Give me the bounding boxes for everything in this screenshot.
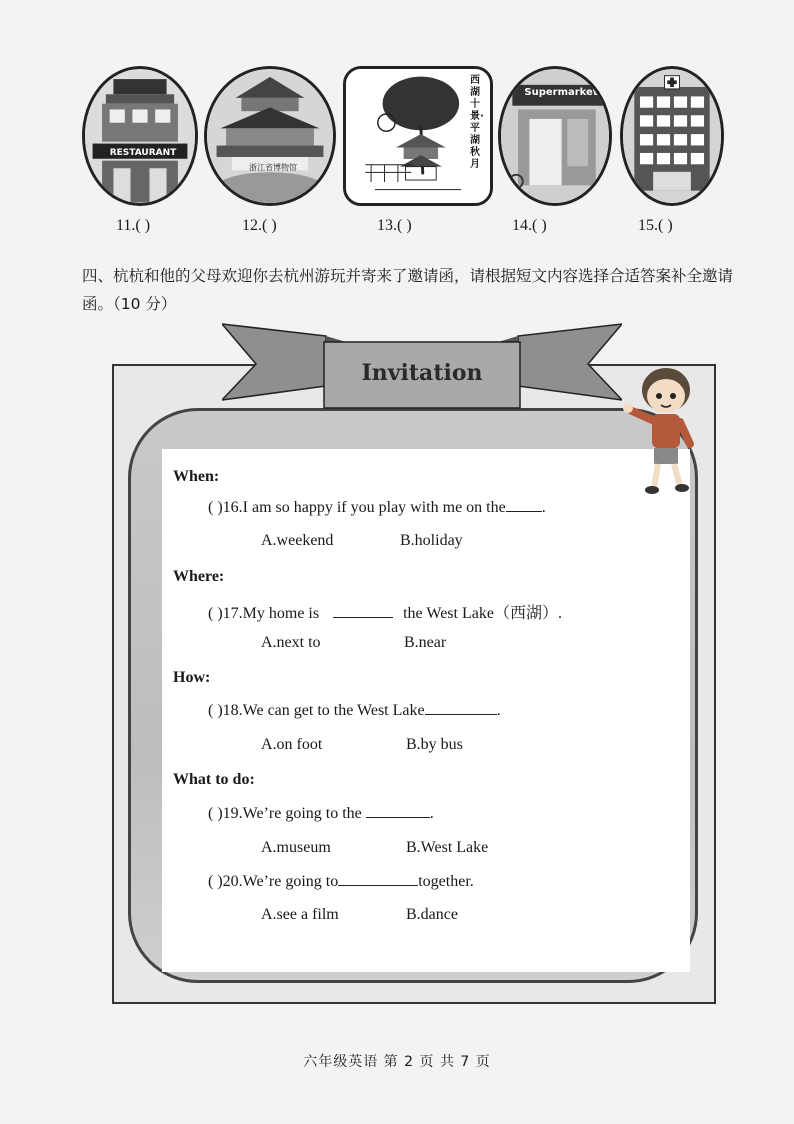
question-16-text: 16.I am so happy if you play with me on the [222,499,506,516]
option-16-a: A.weekend [261,532,334,549]
question-20-text: 20.We’re going to [222,873,339,890]
answer-blank-18[interactable] [425,714,497,715]
west-lake-caption: 西湖十景·平湖秋月 [470,75,484,170]
restaurant-sign: RESTAURANT [109,148,177,158]
question-19-end: . [429,805,434,822]
picture-label-12: 12.( ) [242,217,277,234]
picture-label-15: 15.( ) [638,217,673,234]
question-17-end: the West Lake（西湖）. [403,605,562,622]
option-18-b: B.by bus [406,736,463,753]
question-18-text: 18.We can get to the West Lake [222,702,425,719]
picture-museum [204,66,336,206]
option-17-a: A.next to [261,634,321,651]
question-17 [208,600,562,623]
question-18 [208,702,501,720]
invitation-title: Invitation [361,360,483,386]
museum-sign: 浙江省博物馆 [249,163,297,172]
picture-hospital [620,66,724,206]
question-19-text: 19.We’re going to the [222,805,362,822]
heading-how: How: [173,669,211,686]
answer-paren-19[interactable]: ( ) [208,805,223,822]
heading-when: When: [173,468,220,485]
question-19 [208,805,434,823]
heading-what-to-do: What to do: [173,771,255,788]
picture-label-14: 14.( ) [512,217,547,234]
option-17-b: B.near [404,634,447,651]
question-16 [208,499,546,517]
supermarket-sign: Supermarket [524,87,598,98]
cartoon-boy-icon [616,360,708,500]
question-16-end: . [541,499,546,516]
answer-paren-20[interactable]: ( ) [208,873,223,890]
answer-blank-20[interactable] [338,885,418,886]
answer-blank-17[interactable] [333,617,393,618]
option-16-b: B.holiday [400,532,463,549]
question-18-end: . [496,702,501,719]
picture-label-11: 11.( ) [116,217,151,234]
option-19-b: B.West Lake [406,839,489,856]
picture-supermarket [498,66,612,206]
option-20-b: B.dance [406,906,458,923]
question-17-text: 17.My home is [222,605,320,622]
question-20 [208,873,474,891]
picture-label-13: 13.( ) [377,217,412,234]
answer-blank-19[interactable] [366,817,430,818]
answer-paren-18[interactable]: ( ) [208,702,223,719]
page-footer: 六年级英语 第 2 页 共 7 页 [303,1054,491,1070]
option-20-a: A.see a film [261,906,339,923]
picture-west-lake [343,66,493,206]
option-19-a: A.museum [261,839,331,856]
section-four-instruction: 四、杭杭和他的父母欢迎你去杭州游玩并寄来了邀请函，请根据短文内容选择合适答案补全邀请函。（10 分） [82,267,734,313]
heading-where: Where: [173,568,225,585]
answer-paren-16[interactable]: ( ) [208,499,223,516]
answer-blank-16[interactable] [506,511,542,512]
question-20-end: together. [418,873,474,890]
option-18-a: A.on foot [261,736,323,753]
picture-restaurant [82,66,198,206]
answer-paren-17[interactable]: ( ) [208,605,223,622]
